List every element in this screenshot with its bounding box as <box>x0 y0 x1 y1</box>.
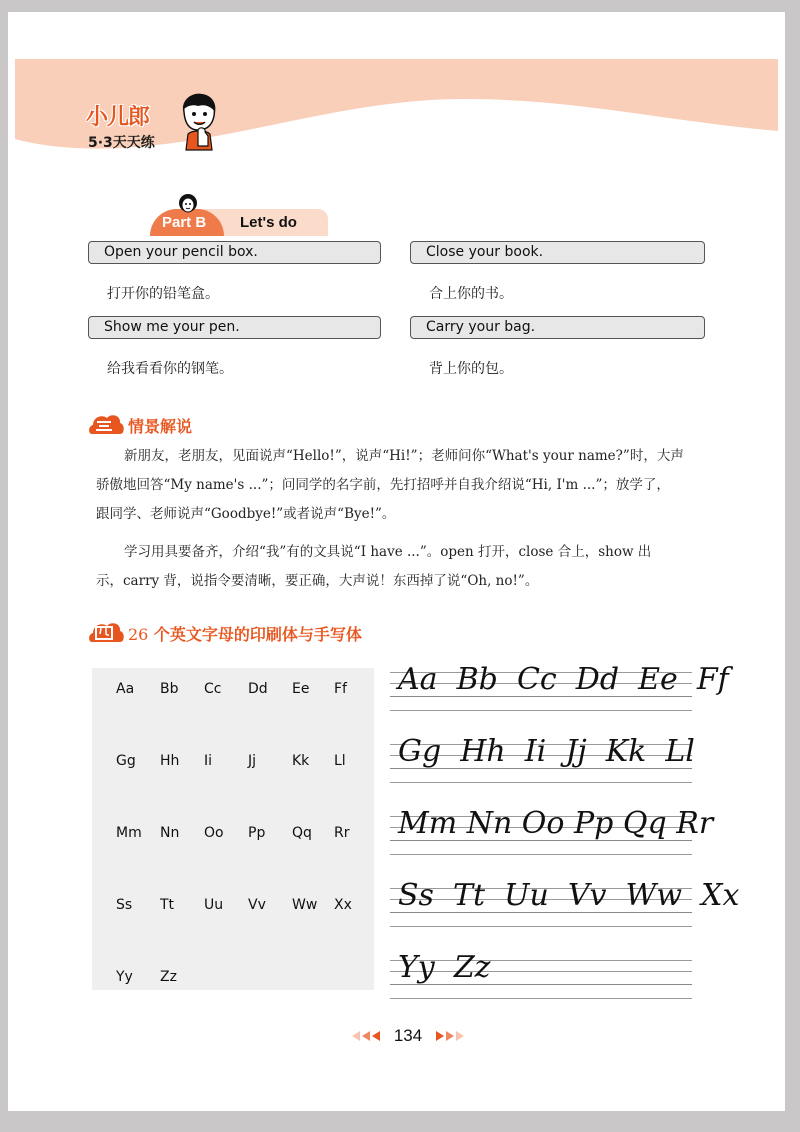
paragraph-line: 学习用具要备齐，介绍“我”有的文具说“I have ...”。open 打开，close 合上，show 出 <box>124 544 652 560</box>
scenario-paragraph-1 <box>96 442 721 471</box>
ruled-line <box>390 926 692 927</box>
print-letter: Ii <box>204 753 213 769</box>
paragraph-line: 骄傲地回答“My name's ...”；问同学的名字前，先打招呼并自我介绍说“Hi, I'm ...”；放学了， <box>96 477 670 493</box>
brand-title: 小儿郎 <box>86 105 150 130</box>
print-letter: Kk <box>292 753 310 769</box>
phrase-translation: 背上你的包。 <box>429 361 513 377</box>
section-title <box>128 622 362 645</box>
print-letter: Jj <box>248 753 257 769</box>
section-title: 情景解说 <box>128 417 193 436</box>
print-letter: Rr <box>334 825 350 841</box>
print-letter: Ee <box>292 681 310 697</box>
triangle-left-icon <box>362 1031 370 1041</box>
brand-logo <box>80 92 220 162</box>
ruled-line <box>390 998 692 999</box>
print-letter: Dd <box>248 681 268 697</box>
cloud-number-icon <box>88 412 124 436</box>
print-alphabet-table <box>92 668 374 990</box>
scenario-paragraph-2 <box>96 538 721 567</box>
print-letter: Aa <box>116 681 135 697</box>
ruled-line <box>390 710 692 711</box>
print-letter: Uu <box>204 897 224 913</box>
boy-mascot-icon <box>178 92 218 152</box>
paragraph-line: 示，carry 背，说指令要清晰，要正确，大声说！东西掉了说“Oh, no!”。 <box>96 573 539 589</box>
print-letter: Pp <box>248 825 266 841</box>
ruled-line <box>390 782 692 783</box>
print-letter: Tt <box>160 897 175 913</box>
phrase-translation: 合上你的书。 <box>429 286 513 302</box>
triangle-left-icon <box>352 1031 360 1041</box>
triangle-right-icon <box>446 1031 454 1041</box>
part-label: Part B <box>162 214 207 231</box>
part-b-header <box>150 198 330 238</box>
print-letter: Nn <box>160 825 180 841</box>
part-title: Let's do <box>240 214 297 231</box>
print-letter: Ff <box>334 681 347 697</box>
title-text: 个英文字母的印刷体与手写体 <box>148 625 362 644</box>
handwriting-row: Yy Zz <box>398 950 491 985</box>
phrase-box-open-pencil-box: Open your pencil box. <box>88 241 381 264</box>
scenario-paragraph-1-cont <box>96 471 721 529</box>
paragraph-line: 跟同学、老师说声“Goodbye!”或者说声“Bye!”。 <box>96 506 396 522</box>
page-number-footer <box>338 1026 478 1050</box>
workbook-page <box>8 12 785 1111</box>
print-letter: Zz <box>160 969 177 985</box>
phrase-translation: 给我看看你的钢笔。 <box>107 361 233 377</box>
phrase-box-show-pen: Show me your pen. <box>88 316 381 339</box>
print-letter: Ll <box>334 753 346 769</box>
print-letter: Yy <box>116 969 133 985</box>
handwriting-row: Mm Nn Oo Pp Qq Rr <box>398 806 714 841</box>
paragraph-line: 新朋友，老朋友，见面说声“Hello!”，说声“Hi!”；老师问你“What's your name?”时，大声 <box>124 448 684 464</box>
print-letter: Ww <box>292 897 318 913</box>
print-letter: Gg <box>116 753 136 769</box>
print-letter: Oo <box>204 825 224 841</box>
print-letter: Ss <box>116 897 133 913</box>
print-letter: Cc <box>204 681 222 697</box>
print-letter: Bb <box>160 681 179 697</box>
title-number: 26 <box>128 625 149 644</box>
print-letter: Mm <box>116 825 142 841</box>
print-letter: Qq <box>292 825 312 841</box>
handwriting-alphabet <box>390 662 740 997</box>
scenario-paragraph-2-cont <box>96 567 721 596</box>
ruled-line <box>390 854 692 855</box>
brand-subtitle: 5·3天天练 <box>88 135 155 151</box>
handwriting-row: Gg Hh Ii Jj Kk Ll <box>398 734 695 769</box>
print-letter: Hh <box>160 753 180 769</box>
phrase-translation: 打开你的铅笔盒。 <box>107 286 219 302</box>
phrase-box-carry-bag: Carry your bag. <box>410 316 705 339</box>
triangle-right-icon <box>436 1031 444 1041</box>
triangle-right-icon <box>456 1031 464 1041</box>
handwriting-row: Ss Tt Uu Vv Ww Xx <box>398 878 740 913</box>
girl-mascot-icon <box>176 190 200 214</box>
print-letter: Xx <box>334 897 352 913</box>
handwriting-row: Aa Bb Cc Dd Ee Ff <box>398 662 729 697</box>
print-letter: Vv <box>248 897 266 913</box>
triangle-left-icon <box>372 1031 380 1041</box>
cloud-number-icon <box>88 620 124 644</box>
page-number: 134 <box>393 1026 423 1045</box>
phrase-box-close-book: Close your book. <box>410 241 705 264</box>
